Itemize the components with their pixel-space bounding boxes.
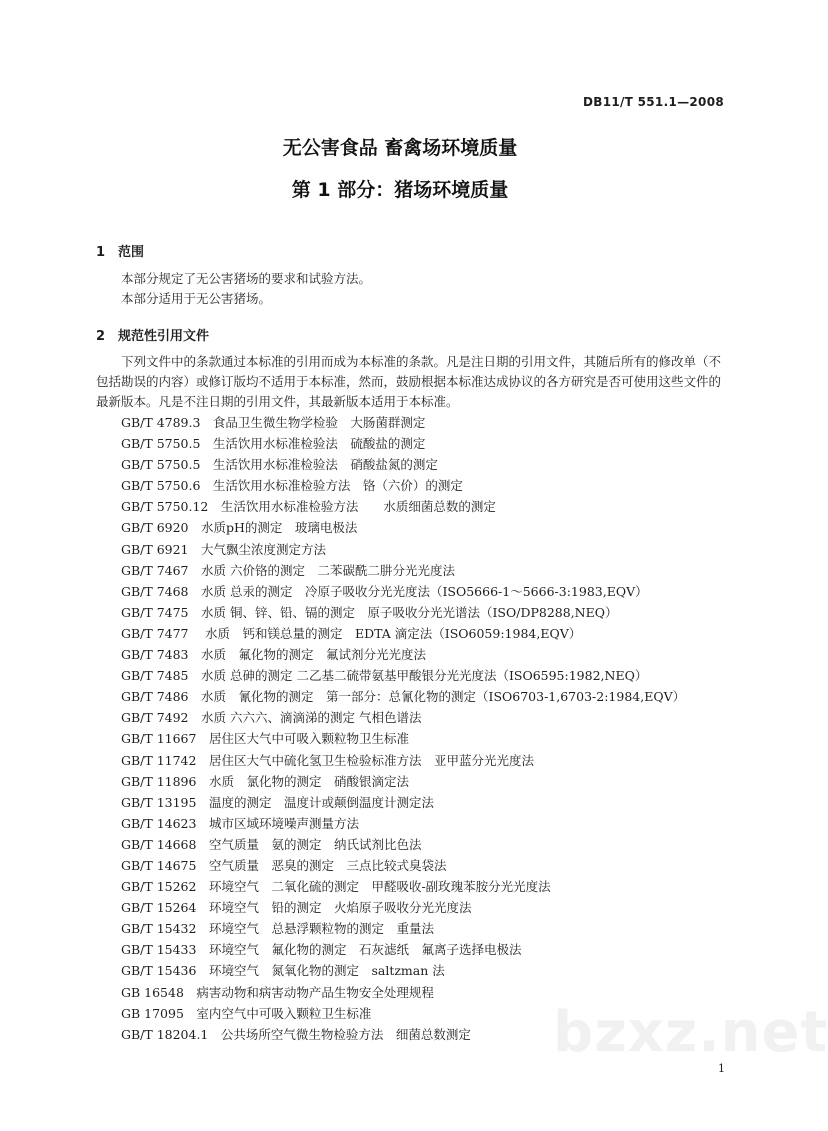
document-title: 无公害食品 畜禽场环境质量 (282, 137, 518, 159)
scope-paragraphs (96, 269, 724, 309)
reference-item: GB/T 11742 居住区大气中硫化氢卫生检验标准方法 亚甲蓝分光光度法 (121, 752, 534, 768)
section-number: 1 (96, 245, 106, 260)
reference-item: GB/T 5750.6 生活饮用水标准检验方法 铬（六价）的测定 (121, 478, 463, 494)
reference-item: GB/T 6921 大气飘尘浓度测定方法 (121, 541, 327, 557)
reference-item: GB/T 6920 水质pH的测定 玻璃电极法 (121, 520, 358, 536)
references-intro (96, 352, 724, 412)
document-part-title: 第 1 部分：猪场环境质量 (291, 179, 509, 201)
reference-item: GB 17095 室内空气中可吸入颗粒卫生标准 (121, 1005, 372, 1021)
reference-item: GB/T 14675 空气质量 恶臭的测定 三点比较式臭袋法 (121, 857, 447, 873)
reference-item: GB/T 15436 环境空气 氮氧化物的测定 saltzman 法 (121, 963, 445, 979)
page-number: 1 (718, 1062, 725, 1075)
reference-item: GB/T 18204.1 公共场所空气微生物检验方法 细菌总数测定 (121, 1026, 471, 1042)
section-title: 规范性引用文件 (118, 329, 210, 344)
references-intro-text: 下列文件中的条款通过本标准的引用而成为本标准的条款。凡是注日期的引用文件，其随后所有的修改单（不包括勘误的内容）或修订版均不适用于本标准，然而，鼓励根据本标准达成协议的各方研究是否可使用这些文件的最新版本。凡是不注日期的引用文件，其最新版本适用于本标准。 (96, 354, 722, 409)
reference-item: GB/T 11667 居住区大气中可吸入颗粒物卫生标准 (121, 731, 409, 747)
reference-item: GB/T 15433 环境空气 氟化物的测定 石灰滤纸 氟离子选择电极法 (121, 942, 522, 958)
reference-item: GB/T 15262 环境空气 二氧化硫的测定 甲醛吸收-副玫瑰苯胺分光光度法 (121, 879, 551, 895)
reference-item: GB 16548 病害动物和病害动物产品生物安全处理规程 (121, 984, 434, 1000)
section-heading-scope (96, 241, 144, 260)
reference-item: GB/T 14668 空气质量 氨的测定 纳氏试剂比色法 (121, 836, 422, 852)
standard-code: DB11/T 551.1—2008 (582, 95, 724, 109)
reference-item: GB/T 5750.12 生活饮用水标准检验方法 水质细菌总数的测定 (121, 499, 496, 515)
scope-paragraph: 本部分规定了无公害猪场的要求和试验方法。 (121, 271, 372, 286)
section-number: 2 (96, 329, 106, 344)
reference-item: GB/T 15264 环境空气 铅的测定 火焰原子吸收分光光度法 (121, 900, 472, 916)
scope-paragraph: 本部分适用于无公害猪场。 (121, 291, 272, 306)
reference-item: GB/T 7492 水质 六六六、滴滴涕的测定 气相色谱法 (121, 710, 422, 726)
reference-item: GB/T 5750.5 生活饮用水标准检验法 硝酸盐氮的测定 (121, 457, 438, 473)
section-heading-normative-references (96, 325, 209, 344)
reference-item: GB/T 5750.5 生活饮用水标准检验法 硫酸盐的测定 (121, 436, 426, 452)
reference-item: GB/T 4789.3 食品卫生微生物学检验 大肠菌群测定 (121, 415, 426, 430)
reference-item: GB/T 7485 水质 总砷的测定 二乙基二硫带氨基甲酸银分光光度法（ISO6595:1982,NEQ） (121, 668, 648, 684)
reference-item: GB/T 14623 城市区域环境噪声测量方法 (121, 815, 359, 831)
reference-item: GB/T 7475 水质 铜、锌、铅、镉的测定 原子吸收分光光谱法（ISO/DP8288,NEQ） (121, 604, 618, 620)
reference-item: GB/T 11896 水质 氯化物的测定 硝酸银滴定法 (121, 773, 409, 789)
reference-item: GB/T 13195 温度的测定 温度计或颠倒温度计测定法 (121, 794, 434, 810)
reference-item: GB/T 7486 水质 氰化物的测定 第一部分：总氰化物的测定（ISO6703-1,6703-2:1984,EQV） (121, 689, 686, 705)
reference-item: GB/T 15432 环境空气 总悬浮颗粒物的测定 重量法 (121, 921, 434, 937)
reference-item: GB/T 7483 水质 氟化物的测定 氟试剂分光光度法 (121, 647, 427, 663)
section-title: 范围 (118, 245, 145, 260)
reference-item: GB/T 7468 水质 总汞的测定 冷原子吸收分光光度法（ISO5666-1～5666-3:1983,EQV） (121, 583, 648, 599)
watermark: bzxz.net (553, 1000, 828, 1065)
reference-item: GB/T 7467 水质 六价铬的测定 二苯碳酰二肼分光光度法 (121, 562, 455, 578)
reference-item: GB/T 7477 水质 钙和镁总量的测定 EDTA 滴定法（ISO6059:1984,EQV） (121, 625, 582, 641)
reference-list (121, 412, 741, 1045)
